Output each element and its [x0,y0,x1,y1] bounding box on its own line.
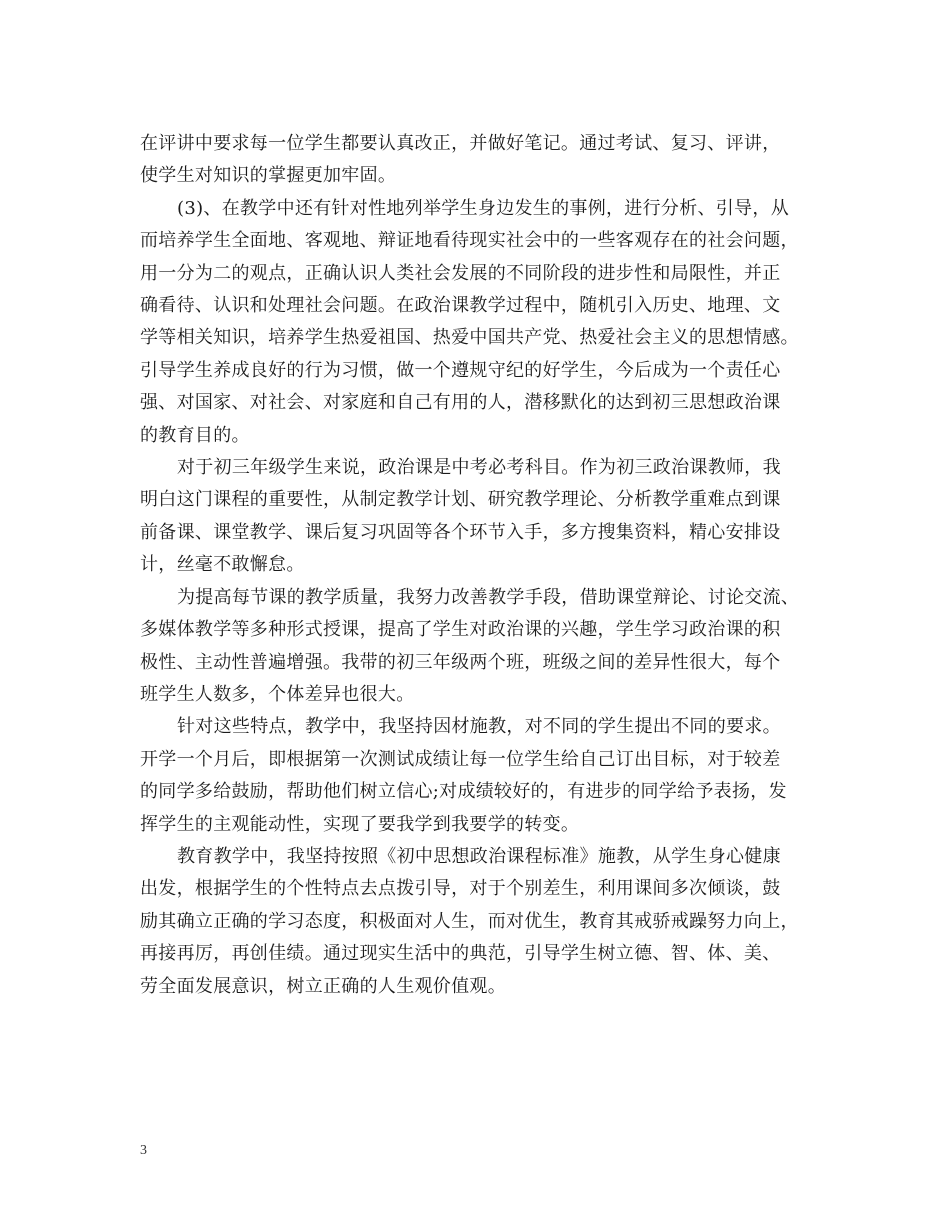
paragraph [140,582,810,712]
text-line: 引导学生养成良好的行为习惯，做一个遵规守纪的好学生，今后成为一个责任心 [140,359,781,381]
text-line: 挥学生的主观能动性，实现了要我学到我要学的转变。 [140,813,580,835]
text-line: 出发，根据学生的个性特点去点拨引导，对于个别差生，利用课间多次倾谈，鼓 [140,878,781,900]
paragraph [140,193,810,452]
text-line: 用一分为二的观点，正确认识人类社会发展的不同阶段的进步性和局限性，并正 [140,262,781,284]
text-line: 再接再厉，再创佳绩。通过现实生活中的典范，引导学生树立德、智、体、美、 [140,943,781,965]
text-line: 针对这些特点，教学中，我坚持因材施教，对不同的学生提出不同的要求。 [177,716,781,738]
page-number: 3 [140,1143,147,1158]
text-line: 前备课、课堂教学、课后复习巩固等各个环节入手，多方搜集资料，精心安排设 [140,521,781,543]
text-line: 学等相关知识，培养学生热爱祖国、热爱中国共产党、热爱社会主义的思想情感。 [140,327,799,349]
text-line: 对于初三年级学生来说，政治课是中考必考科目。作为初三政治课教师，我 [177,457,781,479]
text-line: (3)、在教学中还有针对性地列举学生身边发生的事例，进行分析、引导，从 [177,197,789,219]
paragraph [140,452,810,582]
text-line: 的同学多给鼓励，帮助他们树立信心;对成绩较好的，有进步的同学给予表扬，发 [140,781,787,803]
text-line: 而培养学生全面地、客观地、辩证地看待现实社会中的一些客观存在的社会问题， [140,230,799,252]
text-line: 在评讲中要求每一位学生都要认真改正，并做好笔记。通过考试、复习、评讲， [140,133,781,154]
text-line: 劳全面发展意识，树立正确的人生观价值观。 [140,975,506,997]
text-line: 为提高每节课的教学质量，我努力改善教学手段，借助课堂辩论、讨论交流、 [177,586,800,608]
text-line: 教育教学中，我坚持按照《初中思想政治课程标准》施教，从学生身心健康 [177,845,781,867]
text-line: 强、对国家、对社会、对家庭和自己有用的人，潜移默化的达到初三思想政治课 [140,392,781,414]
text-line: 开学一个月后，即根据第一次测试成绩让每一位学生给自己订出目标，对于较差 [140,748,781,770]
text-line: 多媒体教学等多种形式授课，提高了学生对政治课的兴趣，学生学习政治课的积 [140,619,781,641]
text-line: 使学生对知识的掌握更加牢固。 [140,165,397,187]
text-line: 计，丝毫不敢懈怠。 [140,554,305,576]
document-body [140,128,810,1003]
text-line: 确看待、认识和处理社会问题。在政治课教学过程中，随机引入历史、地理、文 [140,295,781,317]
paragraph [140,128,810,193]
text-line: 的教育目的。 [140,424,250,446]
paragraph [140,711,810,841]
text-line: 明白这门课程的重要性，从制定教学计划、研究教学理论、分析教学重难点到课 [140,489,781,511]
text-line: 班学生人数多，个体差异也很大。 [140,683,415,705]
text-line: 极性、主动性普遍增强。我带的初三年级两个班，班级之间的差异性很大，每个 [140,651,781,673]
paragraph [140,841,810,1003]
text-line: 励其确立正确的学习态度，积极面对人生，而对优生，教育其戒骄戒躁努力向上， [140,910,799,932]
